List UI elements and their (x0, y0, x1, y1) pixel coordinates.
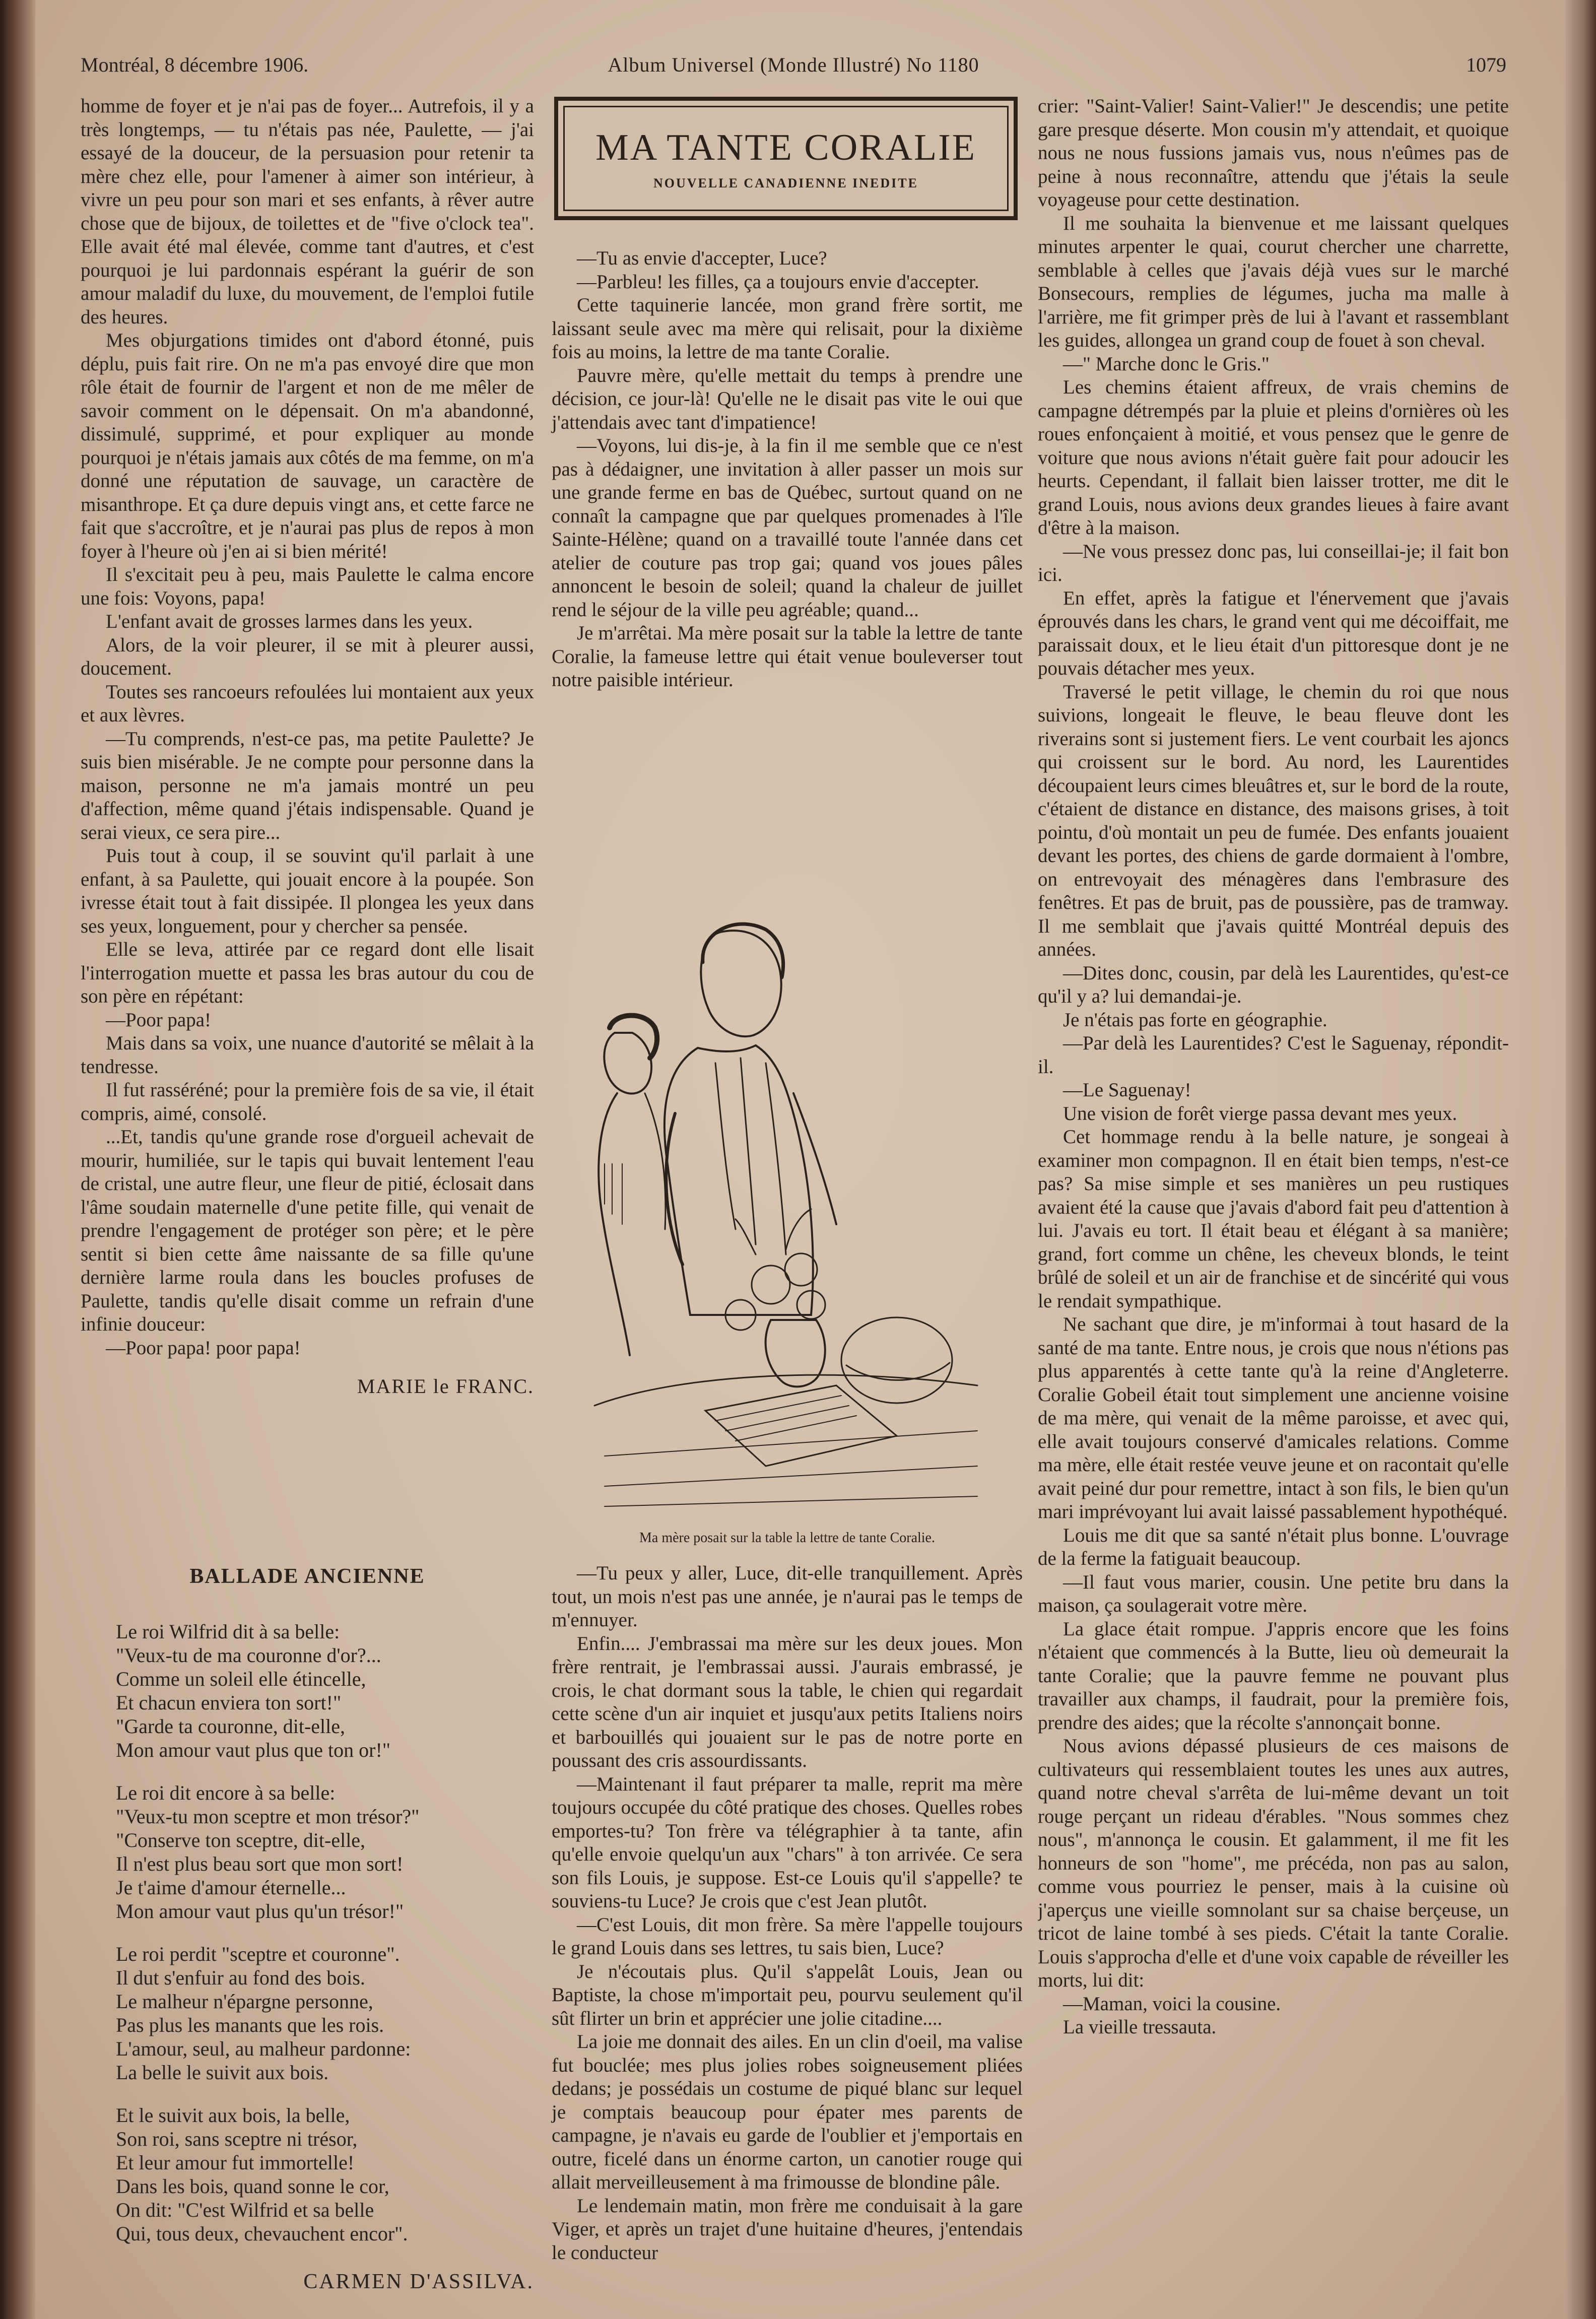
table (594, 1375, 977, 1406)
verse: Mon amour vaut plus que ton or!" (116, 1739, 391, 1761)
verse: Il dut s'enfuir au fond des bois. (116, 1966, 365, 1989)
verse: Le malheur n'épargne personne, (116, 1990, 373, 2013)
paragraph: ...Et, tandis qu'une grande rose d'orgueil achevait de mourir, humiliée, sur le tapis qui buvait lentement l'eau de cristal, une autre fleur, une fleur de pitié, éclosait dans l'âme soudain maternelle d'une petite fille, qui venait de prendre l'engagement de protéger son père; et le père sentit si bien cette âme naissante de sa fille qu'une dernière larme roula dans les boucles profuses de Paulette, tandis qu'elle disait comme un refrain d'une infinie douceur: (81, 1126, 534, 1335)
verse: Le roi dit encore à sa belle: (116, 1781, 336, 1804)
stanza (116, 1942, 534, 2084)
stanza (116, 2103, 534, 2245)
header-publication: Album Universel (Monde Illustré) No 1180 (608, 53, 979, 76)
illustration-caption: Ma mère posait sur la table la lettre de tante Coralie. (639, 1530, 935, 1546)
paragraph: Il me souhaita la bienvenue et me laissant quelques minutes arpenter le quai, courut chercher une charrette, semblable à celles que j'avais déjà vues sur le marché Bonsecours, remplies de légumes, jucha ma malle à l'arrière, me fit grimper près de lui à l'avant et rassemblant les guides, allongea un grand coup de fouet à son cheval. (1038, 212, 1509, 351)
mother-head (701, 931, 781, 1036)
verse: Pas plus les manants que les rois. (116, 2014, 384, 2036)
bowl (841, 1317, 952, 1403)
girl-hair (610, 1016, 657, 1058)
paragraph: —Poor papa! (106, 1009, 212, 1031)
paragraph: Louis me dit que sa santé n'était plus bonne. L'ouvrage de la ferme la fatiguait beaucoup. (1038, 1524, 1509, 1569)
paragraph: Je m'arrêtai. Ma mère posait sur la table la lettre de tante Coralie, la fameuse lettre qui était venue bouleverser tout notre paisible intérieur. (552, 622, 1023, 691)
paragraph: Le lendemain matin, mon frère me conduisait à la gare Viger, et après un trajet d'une huitaine d'heures, j'entendais le conducteur (552, 2195, 1023, 2264)
verse: Je t'aime d'amour éternelle... (116, 1876, 346, 1899)
paragraph: —Il faut vous marier, cousin. Une petite bru dans la maison, ça soulagerait votre mère. (1038, 1571, 1509, 1616)
page-header (81, 53, 1506, 83)
paragraph: —Dites donc, cousin, par delà les Laurentides, qu'est-ce qu'il y a? lui demandai-je. (1038, 962, 1509, 1007)
paragraph: Ne sachant que dire, je m'informai à tout hasard de la santé de ma tante. Entre nous, je crois que nous n'étions pas plus apparentés à cette tante qu'à la reine d'Angleterre. Coralie Gobeil était tout simplement une ancienne voisine de ma mère, qui venait de la même paroisse, et avec qui, elle avait toujours conservé d'amicales relations. Comme ma mère, elle était restée veuve jeune et on racontait qu'elle avait peiné dur pour remettre, intact à son fils, le bien qu'un mari imprévoyant lui avait laissé passablement hypothéqué. (1038, 1313, 1509, 1522)
paragraph: crier: "Saint-Valier! Saint-Valier!" Je descendis; une petite gare presque déserte. Mon cousin m'y attendait, et quoique nous ne nous fussions jamais vus, nous n'eûmes pas de peine à nous reconnaître, attendu que j'étais la seule voyageuse pour cette destination. (1038, 95, 1509, 211)
paragraph: Il fut rasséréné; pour la première fois de sa vie, il était compris, aimé, consolé. (81, 1079, 534, 1124)
paragraph: Je n'étais pas forte en géographie. (1063, 1009, 1327, 1031)
stanza (116, 1781, 534, 1923)
paragraph: —Maintenant il faut préparer ta malle, reprit ma mère toujours occupée du côté pratique des choses. Quelles robes emportes-tu? Ton frère va télégraphier à ta tante, afin qu'elle envoie quelqu'un aux "chars" à ton arrivée. Ce sera son fils Louis, je suppose. Est-ce Louis qu'il s'appelle? te souviens-tu Luce? Je crois que c'est Jean plutôt. (552, 1773, 1023, 1912)
verse: Et leur amour fut immortelle! (116, 2151, 355, 2174)
column-middle (552, 96, 1023, 2312)
stanza (116, 1620, 534, 1762)
verse: Son roi, sans sceptre ni trésor, (116, 2128, 358, 2150)
author-signature: MARIE le FRANC. (357, 1375, 534, 1398)
paragraph: —Parbleu! les filles, ça a toujours envie d'accepter. (577, 271, 979, 293)
paragraph: Cet hommage rendu à la belle nature, je songeai à examiner mon compagnon. Il en était bien temps, n'est-ce pas? Sa mise simple et ses manières un peu rustiques avaient été la cause que j'avais d'abord fait peu d'attention à lui. J'avais eu tort. Il était beau et élégant à sa manière; grand, fort comme un chêne, les cheveux blonds, le teint brûlé de soleil et un air de franchise et de sincérité qui vous le rendait sympathique. (1038, 1126, 1509, 1312)
girl-head (604, 1033, 651, 1094)
page-binding (0, 0, 35, 2319)
illustration (574, 902, 1003, 1521)
paragraph: Puis tout à coup, il se souvint qu'il parlait à une enfant, à sa Paulette, qui jouait encore à la poupée. Son ivresse était tout à fait dissipée. Il plongea les yeux dans ses yeux, longuement, pour y chercher sa pensée. (81, 845, 534, 937)
verse: La belle le suivit aux bois. (116, 2061, 329, 2084)
paragraph: Cette taquinerie lancée, mon grand frère sortit, me laissant seule avec ma mère qui relisait, pour la dixième fois au moins, la lettre de ma tante Coralie. (552, 294, 1023, 363)
paragraph: —Tu comprends, n'est-ce pas, ma petite Paulette? Je suis bien misérable. Je ne compte pour personne dans la maison, personne ne m'a jamais montré un peu d'affection, même quand j'étais indispensable. Quand je serai vieux, ce sera pire... (81, 727, 534, 843)
header-date: Montréal, 8 décembre 1906. (81, 53, 309, 76)
verse: "Garde ta couronne, dit-elle, (116, 1715, 346, 1738)
ballad-title: BALLADE ANCIENNE (189, 1565, 425, 1588)
paragraph: Toutes ses rancoeurs refoulées lui montaient aux yeux et aux lèvres. (81, 681, 534, 726)
paragraph: La glace était rompue. J'appris encore que les foins n'étaient que commencés à la Butte, lieu où demeurait la tante Coralie; que la pauvre femme ne pouvant plus travailler aux champs, il faudrait, pour la première fois, prendre des aides; que la récolte s'annonçait bonne. (1038, 1618, 1509, 1734)
paragraph: —Tu as envie d'accepter, Luce? (577, 247, 827, 269)
mother-sleeve-left (666, 1113, 683, 1265)
verse: Dans les bois, quand sonne le cor, (116, 2175, 389, 2198)
verse: "Conserve ton sceptre, dit-elle, (116, 1829, 366, 1851)
paragraph: Alors, de la voir pleurer, il se mit à pleurer aussi, doucement. (81, 634, 534, 679)
ballad-poem (116, 1620, 534, 2265)
verse: Le roi perdit "sceptre et couronne". (116, 1943, 400, 1965)
paragraph: Enfin.... J'embrassai ma mère sur les deux joues. Mon frère rentrait, je l'embrassai aussi. J'aurais embrassé, je crois, le chat dormant sous la table, le chien qui regardait cette scène d'un air inquiet et jusqu'aux petits Italiens noirs et barbouillés qui jouaient sur le pas de notre porte en poussant des cris assourdissants. (552, 1632, 1023, 1771)
paragraph: Pauvre mère, qu'elle mettait du temps à prendre une décision, ce jour-là! Qu'elle ne le disait pas vite le oui que j'attendais avec tant d'impatience! (552, 364, 1023, 433)
verse: Et chacun enviera ton sort!" (116, 1691, 342, 1714)
column-left (81, 95, 534, 1606)
paragraph: Une vision de forêt vierge passa devant mes yeux. (1063, 1102, 1457, 1124)
paragraph: Nous avions dépassé plusieurs de ces maisons de cultivateurs qui ressemblaient toutes les unes aux autres, quand notre cheval s'arrêta de lui-même devant un toit rouge perçant un rideau d'érables. "Nous sommes chez nous", m'annonça le cousin. Et galamment, il me fit les honneurs de son "home", me précéda, non pas au salon, comme vous pourriez le penser, mais à la cuisine où j'aperçus une vieille somnolant sur sa chaise berçeuse, un tricot de laine tombé à ses pieds. C'était la tante Coralie. Louis s'approcha d'elle et d'une voix capable de réveiller les morts, lui dit: (1038, 1735, 1509, 1991)
paragraph: La joie me donnait des ailes. En un clin d'oeil, ma valise fut bouclée; mes plus jolies robes soigneusement pliées dedans; je possédais un costume de piqué blanc sur lequel je comptais beaucoup pour épater mes parents de campagne, je n'avais eu garde de l'oublier et j'emportais en outre, ficelé dans un énorme carton, un canotier rouge qui allait merveilleusement à ma frimousse de blondine pâle. (552, 2031, 1023, 2193)
verse: Qui, tous deux, chevauchent encor". (116, 2222, 408, 2245)
verse: Et le suivit aux bois, la belle, (116, 2104, 350, 2127)
paragraph: homme de foyer et je n'ai pas de foyer... Autrefois, il y a très longtemps, — tu n'étais pas née, Paulette, — j'ai essayé de la douceur, de la persuasion pour retenir ta mère chez elle, pour l'amener à aimer son intérieur, à vivre un peu pour son mari et ses enfants, à rêver autre chose que de bijoux, de toilettes et de "five o'clock tea". Elle avait été mal élevée, comme tant d'autres, et c'est pourquoi je lui pardonnais espérant la guérir de son amour maladif du luxe, du mouvement, de l'emploi futile des heures. (81, 95, 534, 328)
paragraph: Mes objurgations timides ont d'abord étonné, puis déplu, puis fait rire. On ne m'a pas envoyé dire que mon rôle était de fournir de l'argent et non de me mêler de savoir comment on le dépensait. On m'a abandonné, dissimulé, supprimé, et pour expliquer au monde pourquoi je n'étais jamais aux côtés de ma femme, on m'a donné une réputation de sauvage, un caractère de misanthrope. Et ça dure depuis vingt ans, et cette farce ne fait que s'accroître, et je n'aurai pas plus de repos à mon foyer à l'heure où j'en ai si bien mérité! (81, 329, 534, 562)
paragraph: Je n'écoutais plus. Qu'il s'appelât Louis, Jean ou Baptiste, la chose m'importait peu, pourvu seulement qu'il sût flirter un brin et apprécier une jolie citadine.... (552, 1960, 1023, 2029)
paragraph: En effet, après la fatigue et l'énervement que j'avais éprouvés dans les chars, le grand vent qui me décoiffait, me paraissait doux, et le lieu était d'un pittoresque dont je ne pouvais détacher mes yeux. (1038, 587, 1509, 679)
paragraph: Les chemins étaient affreux, de vrais chemins de campagne détrempés par la pluie et pleins d'ornières où les roues enfonçaient à moitié, et vous pensez que le genre de voiture que nous avions n'était guère fait pour adoucir les heurts. Cependant, il fallait bien laisser trotter, me dit le grand Louis, nous avions deux grandes lieues à faire avant d'être à la maison. (1038, 376, 1509, 539)
paragraph: La vieille tressauta. (1063, 2016, 1217, 2038)
mother-sleeve-right (793, 1093, 836, 1224)
paragraph: L'enfant avait de grosses larmes dans les yeux. (106, 611, 473, 632)
verse: Le roi Wilfrid dit à sa belle: (116, 1620, 340, 1643)
mother-body (664, 1045, 813, 1315)
paragraph: —C'est Louis, dit mon frère. Sa mère l'appelle toujours le grand Louis dans ses lettres, tu sais bien, Luce? (552, 1913, 1023, 1959)
story-title: MA TANTE CORALIE (595, 126, 977, 168)
verse: On dit: "C'est Wilfrid et sa belle (116, 2199, 374, 2221)
verse: "Veux-tu de ma couronne d'or?... (116, 1644, 381, 1667)
verse: L'amour, seul, au malheur pardonne: (116, 2037, 411, 2060)
paragraph: —Voyons, lui dis-je, à la fin il me semble que ce n'est pas à dédaigner, une invitation à aller passer un mois sur une grande ferme en bas de Québec, surtout quand on ne connaît la campagne que par quelques promenades à l'île Sainte-Hélène; quand on a travaillé toute l'année dans cet atelier de couture pas trop gai; quand vos joues pâles annoncent le besoin de soleil; quand la chaleur de juillet rend le séjour de la ville peu agréable; quand... (552, 435, 1023, 621)
paragraph: Mais dans sa voix, une nuance d'autorité se mêlait à la tendresse. (81, 1032, 534, 1078)
paragraph: —Poor papa! poor papa! (106, 1337, 301, 1359)
column-right (1038, 95, 1509, 2311)
story-text-bottom (552, 1562, 1023, 2265)
story-text-top (552, 247, 1023, 692)
paragraph: —Par delà les Laurentides? C'est le Saguenay, répondit-il. (1038, 1032, 1509, 1078)
ballad-signature: CARMEN D'ASSILVA. (303, 2270, 534, 2293)
verse: Il n'est plus beau sort que mon sort! (116, 1852, 404, 1875)
paragraph: —Ne vous pressez donc pas, lui conseillai-je; il fait bon ici. (1038, 540, 1509, 585)
girl-body (598, 1093, 630, 1355)
paragraph: —" Marche donc le Gris." (1063, 353, 1270, 375)
verse: "Veux-tu mon sceptre et mon trésor?" (116, 1805, 420, 1828)
page-number: 1079 (1466, 53, 1506, 76)
verse: Mon amour vaut plus qu'un trésor!" (116, 1900, 404, 1923)
paragraph: Traversé le petit village, le chemin du roi que nous suivions, longeait le fleuve, le beau fleuve dont les riverains sont si justement fiers. Le vent courbait les ajoncs qui croissent sur le bord. Au nord, les Laurentides découpaient leurs cimes bleuâtres et, sur le bord de la route, c'étaient de distance en distance, des maisons grises, à toit pointu, d'où montait un peu de fumée. Des enfants jouaient devant les portes, des chiens de garde dormaient à l'ombre, on entrevoyait des ménagères dans l'embrasure des fenêtres. Et pas de bruit, pas de poussière, pas de tramway. Il me semblait que j'avais quitté Montréal depuis des années. (1038, 681, 1509, 960)
story-subtitle: NOUVELLE CANADIENNE INEDITE (653, 175, 918, 190)
paragraph: Elle se leva, attirée par ce regard dont elle lisait l'interrogation muette et passa les bras autour du cou de son père en répétant: (81, 939, 534, 1007)
verse: Comme un soleil elle étincelle, (116, 1668, 366, 1690)
paragraph: —Tu peux y aller, Luce, dit-elle tranquillement. Après tout, un mois n'est pas une année, je n'aurai pas le temps de m'ennuyer. (552, 1562, 1023, 1631)
paragraph: —Maman, voici la cousine. (1063, 1993, 1281, 2015)
paragraph: Il s'excitait peu à peu, mais Paulette le calma encore une fois: Voyons, papa! (81, 564, 534, 609)
page-edge (1566, 0, 1596, 2319)
paragraph: —Le Saguenay! (1063, 1079, 1191, 1101)
